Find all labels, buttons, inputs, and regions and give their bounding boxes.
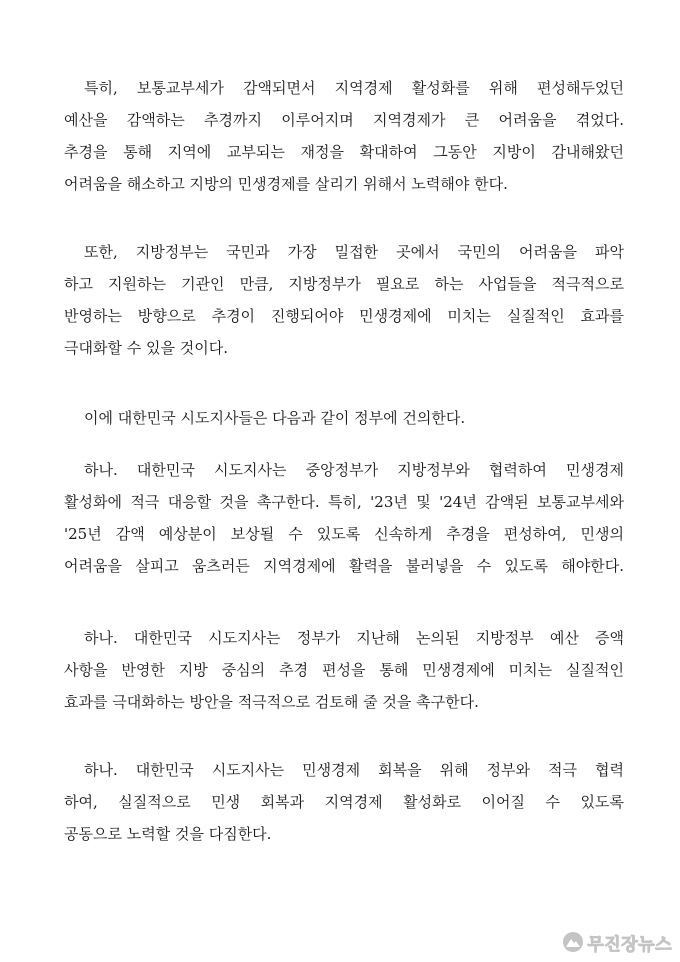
text-line: 또한, 지방정부는 국민과 가장 밀접한 곳에서 국민의 어려움을 파악 xyxy=(84,243,624,261)
text-line: 어려움을 살피고 움츠러든 지역경제에 활력을 불러넣을 수 있도록 해야한다. xyxy=(64,557,624,575)
text-line: 사항을 반영한 지방 중심의 추경 편성을 통해 민생경제에 미치는 실질적인 xyxy=(64,661,624,679)
text-line: 활성화에 적극 대응할 것을 촉구한다. 특히, '23년 및 '24년 감액된 보통교부세와 xyxy=(64,493,624,511)
text-line: 공동으로 노력할 것을 다짐한다. xyxy=(64,825,272,843)
text-line: 예산을 감액하는 추경까지 이루어지며 지역경제가 큰 어려움을 겪었다. xyxy=(64,111,624,129)
watermark xyxy=(563,928,672,956)
text-line: 특히, 보통교부세가 감액되면서 지역경제 활성화를 위해 편성해두었던 xyxy=(84,79,624,97)
text-line: 극대화할 수 있을 것이다. xyxy=(64,339,228,357)
text-line: '25년 감액 예상분이 보상될 수 있도록 신속하게 추경을 편성하여, 민생의 xyxy=(64,525,624,543)
text-line: 반영하는 방향으로 추경이 진행되어야 민생경제에 미치는 실질적인 효과를 xyxy=(64,307,624,325)
watermark-text: 무진장뉴스 xyxy=(587,934,672,955)
text-line: 이에 대한민국 시도지사들은 다음과 같이 정부에 건의한다. xyxy=(84,409,466,427)
resolution-item-1 xyxy=(64,454,624,582)
paragraph-2 xyxy=(64,236,624,364)
paragraph-1 xyxy=(64,72,624,200)
text-line: 하나. 대한민국 시도지사는 민생경제 회복을 위해 정부와 적극 협력 xyxy=(84,761,624,779)
resolution-item-2 xyxy=(64,622,624,718)
text-line: 어려움을 해소하고 지방의 민생경제를 살리기 위해서 노력해야 한다. xyxy=(64,175,508,193)
text-line: 효과를 극대화하는 방안을 적극적으로 검토해 줄 것을 촉구한다. xyxy=(64,693,479,711)
text-line: 추경을 통해 지역에 교부되는 재정을 확대하여 그동안 지방이 감내해왔던 xyxy=(64,143,624,161)
resolution-item-3 xyxy=(64,754,624,850)
paragraph-3 xyxy=(64,402,624,434)
mountain-logo-icon xyxy=(563,932,583,952)
text-line: 하나. 대한민국 시도지사는 정부가 지난해 논의된 지방정부 예산 증액 xyxy=(84,629,624,647)
text-line: 하고 지원하는 기관인 만큼, 지방정부가 필요로 하는 사업들을 적극적으로 xyxy=(64,275,624,293)
text-line: 하여, 실질적으로 민생 회복과 지역경제 활성화로 이어질 수 있도록 xyxy=(64,793,624,811)
text-line: 하나. 대한민국 시도지사는 중앙정부가 지방정부와 협력하여 민생경제 xyxy=(84,461,624,479)
